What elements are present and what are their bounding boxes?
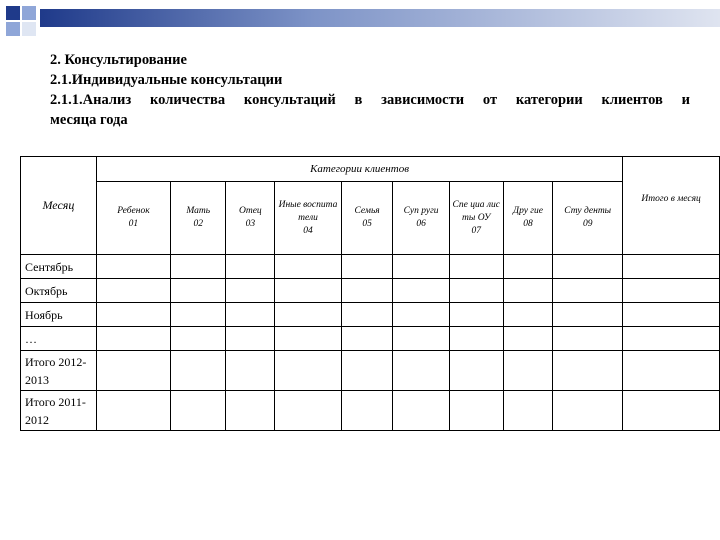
column-header-other-guardians: Иные воспита тели 04: [275, 182, 341, 255]
row-label: …: [21, 327, 97, 351]
row-label: Ноябрь: [21, 303, 97, 327]
table-cell[interactable]: [553, 327, 623, 351]
table-cell[interactable]: [393, 255, 449, 279]
table-cell[interactable]: [503, 279, 552, 303]
table-cell[interactable]: [170, 303, 226, 327]
table-cell[interactable]: [170, 327, 226, 351]
table-cell[interactable]: [449, 391, 503, 431]
table-cell[interactable]: [226, 351, 275, 391]
table-row: [21, 391, 720, 431]
table-cell[interactable]: [226, 279, 275, 303]
heading-subsection: 2.1.Индивидуальные консультации: [50, 72, 283, 88]
table-row: [21, 279, 720, 303]
column-header-others: Дру гие 08: [503, 182, 552, 255]
table-cell[interactable]: [275, 327, 341, 351]
table-cell[interactable]: [553, 279, 623, 303]
table-cell[interactable]: [226, 391, 275, 431]
table-cell[interactable]: [449, 279, 503, 303]
decor-gradient-bar: [40, 9, 720, 27]
table-cell[interactable]: [553, 303, 623, 327]
table-cell[interactable]: [503, 327, 552, 351]
table-cell[interactable]: [96, 255, 170, 279]
table-cell[interactable]: [393, 351, 449, 391]
table-cell[interactable]: [623, 255, 720, 279]
table-cell[interactable]: [275, 391, 341, 431]
table-row: [21, 351, 720, 391]
table-cell[interactable]: [341, 303, 393, 327]
table-cell[interactable]: [553, 391, 623, 431]
table-cell[interactable]: [503, 391, 552, 431]
table-cell[interactable]: [393, 279, 449, 303]
column-header-mother: Мать 02: [170, 182, 226, 255]
table-cell[interactable]: [449, 327, 503, 351]
table-cell[interactable]: [553, 351, 623, 391]
row-label: Итого 2012-2013: [21, 351, 97, 391]
table-cell[interactable]: [503, 303, 552, 327]
total-per-month-header: Итого в месяц: [623, 157, 720, 255]
table-cell[interactable]: [449, 351, 503, 391]
table-cell[interactable]: [226, 327, 275, 351]
table-cell[interactable]: [275, 351, 341, 391]
table-row: [21, 303, 720, 327]
table-cell[interactable]: [96, 327, 170, 351]
table-cell[interactable]: [503, 255, 552, 279]
table-cell[interactable]: [623, 391, 720, 431]
row-label: Октябрь: [21, 279, 97, 303]
table-cell[interactable]: [623, 327, 720, 351]
table-cell[interactable]: [96, 391, 170, 431]
decor-square: [6, 6, 20, 20]
table-cell[interactable]: [96, 279, 170, 303]
table-cell[interactable]: [96, 303, 170, 327]
table-cell[interactable]: [341, 279, 393, 303]
column-header-child: Ребенок 01: [96, 182, 170, 255]
table-cell[interactable]: [96, 351, 170, 391]
month-column-header: Месяц: [21, 157, 97, 255]
table-cell[interactable]: [623, 279, 720, 303]
table-cell[interactable]: [275, 255, 341, 279]
table-cell[interactable]: [393, 391, 449, 431]
decor-square: [22, 6, 36, 20]
column-header-students: Сту денты 09: [553, 182, 623, 255]
column-header-specialists: Спе циа лис ты ОУ 07: [449, 182, 503, 255]
table-cell[interactable]: [226, 255, 275, 279]
table-cell[interactable]: [170, 351, 226, 391]
heading-section: 2. Консультирование: [50, 52, 187, 68]
slide-header-decoration: [0, 0, 720, 42]
table-cell[interactable]: [393, 327, 449, 351]
table-cell[interactable]: [393, 303, 449, 327]
column-header-spouses: Суп руги 06: [393, 182, 449, 255]
consultation-table: [20, 156, 720, 431]
table-cell[interactable]: [449, 303, 503, 327]
table-cell[interactable]: [226, 303, 275, 327]
table-cell[interactable]: [341, 255, 393, 279]
heading-analysis-line1: 2.1.1.Анализ количества консультаций в зависимости от категории клиентов и: [50, 92, 690, 108]
table-cell[interactable]: [503, 351, 552, 391]
decor-square: [6, 22, 20, 36]
table-cell[interactable]: [449, 255, 503, 279]
column-header-father: Отец 03: [226, 182, 275, 255]
heading-analysis-line2: месяца года: [50, 112, 128, 128]
table-cell[interactable]: [275, 279, 341, 303]
table-cell[interactable]: [170, 391, 226, 431]
table-row: [21, 327, 720, 351]
category-header: Категории клиентов: [96, 157, 622, 182]
table-cell[interactable]: [170, 279, 226, 303]
table-cell[interactable]: [170, 255, 226, 279]
column-header-family: Семья 05: [341, 182, 393, 255]
table-cell[interactable]: [341, 327, 393, 351]
row-label: Итого 2011-2012: [21, 391, 97, 431]
table-cell[interactable]: [623, 351, 720, 391]
table-cell[interactable]: [623, 303, 720, 327]
headings-block: [50, 50, 690, 130]
decor-square: [22, 22, 36, 36]
table-cell[interactable]: [553, 255, 623, 279]
row-label: Сентябрь: [21, 255, 97, 279]
table-cell[interactable]: [275, 303, 341, 327]
table-cell[interactable]: [341, 391, 393, 431]
table-cell[interactable]: [341, 351, 393, 391]
table-row: [21, 255, 720, 279]
